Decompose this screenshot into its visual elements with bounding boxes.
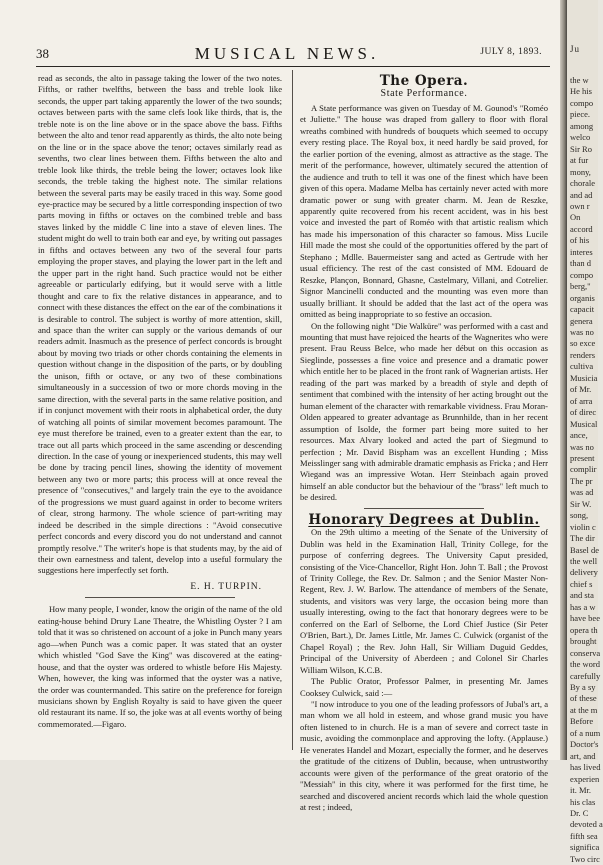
opera-paragraph: On the following night "Die Walküre" was performed with a cast and mounting that must have rejoiced the hearts of the Wagnerites who were present. Frau Reuss Belce, who made her début on this occasion as Sieglinde, possesses a fine voice and presence and a dramatic power which entitle her to be placed in the front rank of Wagnerian artists. Her reading of the part was marked by a breadth of style and depth of sentiment that combined with the intensity of her acting brought out the human element of the character with remarkable vividness. Frau Moran-Olden appeared to greater advantage as Brunnhilde, than in her recent assumption of Isolde, the former part being more suited to her resources. Max Alvary looked and acted the part of Siegmund to perfection ; Mr. David Bispham was an excellent Hunding ; Miss Meisslinger sang with admirable dramatic emphasis as Fricka ; and Herr Wiegand was an impressive Wotan. Herr Steinbach again proved himself an able conductor but the behaviour of the "brass" left much to be desired. bbox=[300, 320, 548, 503]
adjacent-page-line: chief s bbox=[570, 578, 593, 589]
adjacent-page-line: present bbox=[570, 452, 595, 463]
adjacent-page-line: compo bbox=[570, 269, 594, 280]
right-column bbox=[300, 73, 548, 814]
adjacent-page-line: and ad bbox=[570, 189, 593, 200]
adjacent-page-line: Two circ bbox=[570, 853, 600, 864]
adjacent-page-line: Musicia bbox=[570, 372, 598, 383]
adjacent-page-line: and sta bbox=[570, 590, 594, 601]
adjacent-page-line: was no bbox=[570, 441, 594, 452]
adjacent-page-line: Musical bbox=[570, 418, 598, 429]
adjacent-page-line: conserva bbox=[570, 647, 601, 658]
adjacent-page-line: brought bbox=[570, 636, 597, 647]
adjacent-page-line: Sir W. bbox=[570, 498, 592, 509]
adjacent-page-line: chorale bbox=[570, 178, 596, 189]
adjacent-running-head: Ju bbox=[570, 44, 581, 54]
adjacent-page-line: By a sy bbox=[570, 682, 596, 693]
adjacent-page-line: compo bbox=[570, 97, 594, 108]
page-header bbox=[22, 44, 552, 64]
article-continuation: read as seconds, the alto in passage taking the lower of the two notes. Fifths, or rather twelfths, between the bass and treble look like seconds, the upper part taking apparently the lower of the two sounds; octaves between parts with the same clefs look like thirds, that is, the treble note is on the line above or in the space above the bass. Fifths between the alto and tenor read apparently as thirds, the alto note being on the line or in the space above the tenor; octaves similarly read as sevenths, two clear lines between them. Fifths between the alto and treble look like thirds, the treble being the lower; octaves look like seconds, the treble taking the highest note. The similar relations between the several parts may be easily traced in this way. Some good eye-practice may be secured by a little corresponding inspection of two parts moving in fifths or octaves on the combined treble and bass staves linked by the middle C line into a stave of eleven lines. The student might do well to train both ear and eye, by writing out passages in fifths and octaves between any two of the several four parts employing the proper staves, and playing the lower part in the left and the upper part in the right hand. Such practice would not be either agreeable or particularly edifying, but it would serve with a little thought and care to fix the relative distances in appearance, and to connect with these distances the effect on the ear of the combinations it is desirable to control. The subject is worthy of more attention, skill, and space than the writer can supply or the various demands of our readers admit. Inasmuch as the presence of perfect concords is brought about by moving two triads or other chords containing the elements in question without change in the disposition of the parts, or by doubling the unison, fifth or octave, or any two of these combinations simultaneously in a succession of two or more chords moving in the same direction, with the several parts in the same relative position, and if in conjunct movement with their roots in alphabetical order, the duty of watching all points of similar movement becomes paramount. The eye must therefore be trained, even to a greater extent than the ear, to trace out all parts which proceed in the same ascending or descending direction. In the case of young or inexperienced students, this may well be done by tracing pencil lines, showing the identity of movement between any two or more parts; this process will at once reveal the presence of "consecutives," and largely train the eye to the avoidance of the progressions we must guard against in order to become writers of clear, strong harmony. The whole science of part-writing may indeed be described in the simple directions : "Avoid consecutive perfect concords and every discord you do not understand and cannot promptly resolve." The writer's hope is that students may, by the aid of their own earnestness and talent, develop into a useful formulary the suggestions here imperfectly set forth. bbox=[38, 73, 283, 576]
adjacent-page-line: significa bbox=[570, 842, 600, 853]
adjacent-page-line: at fur bbox=[570, 155, 589, 166]
adjacent-page-line: welco bbox=[570, 132, 591, 143]
adjacent-page-line: violin c bbox=[570, 521, 596, 532]
adjacent-page-line: carefully bbox=[570, 670, 601, 681]
degrees-paragraph: The Public Orator, Professor Palmer, in presenting Mr. James Cooksey Culwick, said :— bbox=[300, 676, 548, 698]
adjacent-page-line: so exce bbox=[570, 338, 596, 349]
adjacent-page-text bbox=[570, 44, 603, 865]
opera-subheading: State Performance. bbox=[380, 88, 468, 100]
adjacent-page-line: devoted a bbox=[570, 819, 603, 830]
adjacent-page-line: interes bbox=[570, 246, 593, 257]
adjacent-page-line: He his bbox=[570, 86, 592, 97]
adjacent-page-line: the w bbox=[570, 75, 589, 85]
adjacent-page-line: have bee bbox=[570, 613, 600, 624]
adjacent-page-line: own r bbox=[570, 200, 590, 211]
header-rule bbox=[36, 66, 550, 67]
adjacent-page-edge bbox=[567, 0, 603, 864]
adjacent-page-line: has lived bbox=[570, 762, 601, 773]
column-divider bbox=[292, 70, 293, 750]
section-separator bbox=[85, 597, 235, 598]
adjacent-page-line: The pr bbox=[570, 475, 593, 486]
degrees-paragraph: "I now introduce to you one of the leading professors of Jubal's art, a man whom we all hold in esteem, and whose grand music you have often listened to in church. He is a man of severe and correct taste in music, avoiding the commonplace and approving the lofty. (Applause.) He venerates Handel and Mozart, especially the former, and he deserves the gratitude of the citizens of Dublin, because, when untrustworthy accounts were given of the performance of the great oratorio of the "Messiah" in this city, where it was performed for the first time, he searched and discovered ancient records which laid the whole question at rest ; indeed, bbox=[300, 699, 548, 813]
adjacent-page-line: Sir Ro bbox=[570, 143, 592, 154]
adjacent-page-line: art, and bbox=[570, 750, 596, 761]
adjacent-page-line: of direc bbox=[570, 407, 597, 418]
adjacent-page-line: it. Mr. bbox=[570, 785, 592, 796]
adjacent-page-line: song, bbox=[570, 510, 589, 521]
adjacent-page-line: The dir bbox=[570, 533, 595, 544]
adjacent-page-line: renders bbox=[570, 349, 596, 360]
adjacent-page-line: Doctor's bbox=[570, 739, 599, 750]
adjacent-page-line: the word bbox=[570, 659, 600, 670]
opera-paragraph: A State performance was given on Tuesday of M. Gounod's "Roméo et Juliette." The house was draped from gallery to floor with floral wreaths combined with hundreds of bouquets which seemed to occupy every resting place. The Royal box, it need hardly be said proved, for the earlier portion of the evening, almost as attractive as the stage. The merit of the performance, however, ultimately secured the attention of the audience and truth to tell it was one of the finest which have been given of this opera. Madame Melba has certainly never acted with more dramatic power or sung with greater charm. M. Jean de Reszke, apparently quite recovered from his recent accident, was in his best voice and invested the part of Roméo with that artistic realism which has made his impersonation of this character so famous. Miss Lucile Hill made the most she could of the opportunities offered by the part of Stephano ; Mdlle. Bauermeister sang and acted as Gertrude with her usual efficiency. The rest of the cast consisted of MM. Edouard de Reszke, Plançon, Bonnard, Ghasne, Castelmary, Villani, and Cotrelier. Signor Mancinelli conducted and the mounting was even more than usually brilliant. It should be added that the last act of the opera was omitted as being inappropriate to so festive an occasion. bbox=[300, 102, 548, 320]
adjacent-page-line: was ad bbox=[570, 487, 594, 498]
adjacent-page-line: On bbox=[570, 212, 581, 223]
adjacent-page-line: of his bbox=[570, 235, 590, 246]
adjacent-page-line: was no bbox=[570, 326, 594, 337]
adjacent-page-line: opera th bbox=[570, 624, 598, 635]
adjacent-page-line: of Mr. bbox=[570, 384, 592, 395]
adjacent-page-line: fifth sea bbox=[570, 830, 598, 841]
adjacent-page-line: of a num bbox=[570, 727, 601, 738]
left-column bbox=[38, 73, 282, 730]
page-number: 38 bbox=[36, 46, 49, 61]
adjacent-page-line: berg," bbox=[570, 281, 591, 292]
degrees-paragraph: On the 29th ultimo a meeting of the Senate of the University of Dublin was held in the Examination Hall, Trinity College, for the purpose of conferring degrees. The University Caput presided, consisting of the Vice-Chancellor, Right Hon. John T. Ball ; the Provost of Trinity College, the Rev. Dr. Salmon ; and the Senior Master Non-Regent, Rev. J. W. Barlow. The attendance of members of the Senate, students, and visitors was very large, the occasion being more than usually interesting, owing to the fact that honorary degrees were to be conferred on the Earl of Selborne, the Lord Chief Justice (Sir Peter O'Brien, Bart.), Dr. James Little, Mr. James C. Culwick (organist of the Chapel Royal) ; the Rev. John Hall, Sir William Duguid Geddes, Principal of the University of Aberdeen ; and Colonel Sir Charles William Wilson, K.C.B. bbox=[300, 527, 548, 675]
anecdote-paragraph: How many people, I wonder, know the origin of the name of the old eating-house behind Drury Lane Theatre, the Whistling Oyster ? I am told that it was so christened on account of a joke in Punch many years ago—when Punch was a comic paper. It was stated that an oyster which whistled "God Save the King" was discovered at the eating-house, and that the oyster was ordered to whistle before His Majesty. When, however, the king was informed that the oyster was a native, the order was countermanded. This satire on the preference for foreign musicians shown by English Royalty is said to have given the queer old restaurant its name. If so, the joke was at all events worthy of being commemorated.—Figaro. bbox=[38, 604, 282, 729]
adjacent-page-line: of arra bbox=[570, 395, 593, 406]
adjacent-page-line: organis bbox=[570, 292, 595, 303]
adjacent-page-line: delivery bbox=[570, 567, 598, 578]
adjacent-page-line: Dr. C bbox=[570, 808, 589, 818]
author-signature: E. H. TURPIN. bbox=[190, 581, 262, 592]
adjacent-page-line: capacit bbox=[570, 304, 595, 315]
adjacent-page-line: his clas bbox=[570, 796, 596, 807]
section-separator bbox=[364, 508, 484, 509]
adjacent-page-line: experien bbox=[570, 773, 600, 784]
adjacent-page-line: than d bbox=[570, 258, 592, 269]
adjacent-page-line: of these bbox=[570, 693, 597, 704]
adjacent-page-line: Basel de bbox=[570, 544, 600, 555]
issue-date: JULY 8, 1893. bbox=[480, 47, 542, 57]
adjacent-page-line: has a w bbox=[570, 601, 596, 612]
adjacent-page-line: ance, bbox=[570, 430, 588, 441]
book-gutter bbox=[560, 0, 567, 760]
adjacent-page-line: piece. bbox=[570, 109, 591, 120]
adjacent-page-line: cultiva bbox=[570, 361, 594, 372]
adjacent-page-line: complir bbox=[570, 464, 597, 475]
degrees-heading: Honorary Degrees at Dublin. bbox=[308, 511, 540, 528]
adjacent-page-line: genera bbox=[570, 315, 593, 326]
adjacent-page-line: at the m bbox=[570, 704, 598, 715]
adjacent-page-line: accord bbox=[570, 223, 593, 234]
adjacent-page-line: among bbox=[570, 120, 594, 131]
adjacent-page-line: mony, bbox=[570, 166, 591, 177]
adjacent-page-line: Before bbox=[570, 716, 594, 727]
adjacent-page-line: the well bbox=[570, 556, 598, 567]
opera-heading: The Opera. bbox=[379, 73, 469, 89]
masthead-title: MUSICAL NEWS. bbox=[194, 44, 380, 63]
